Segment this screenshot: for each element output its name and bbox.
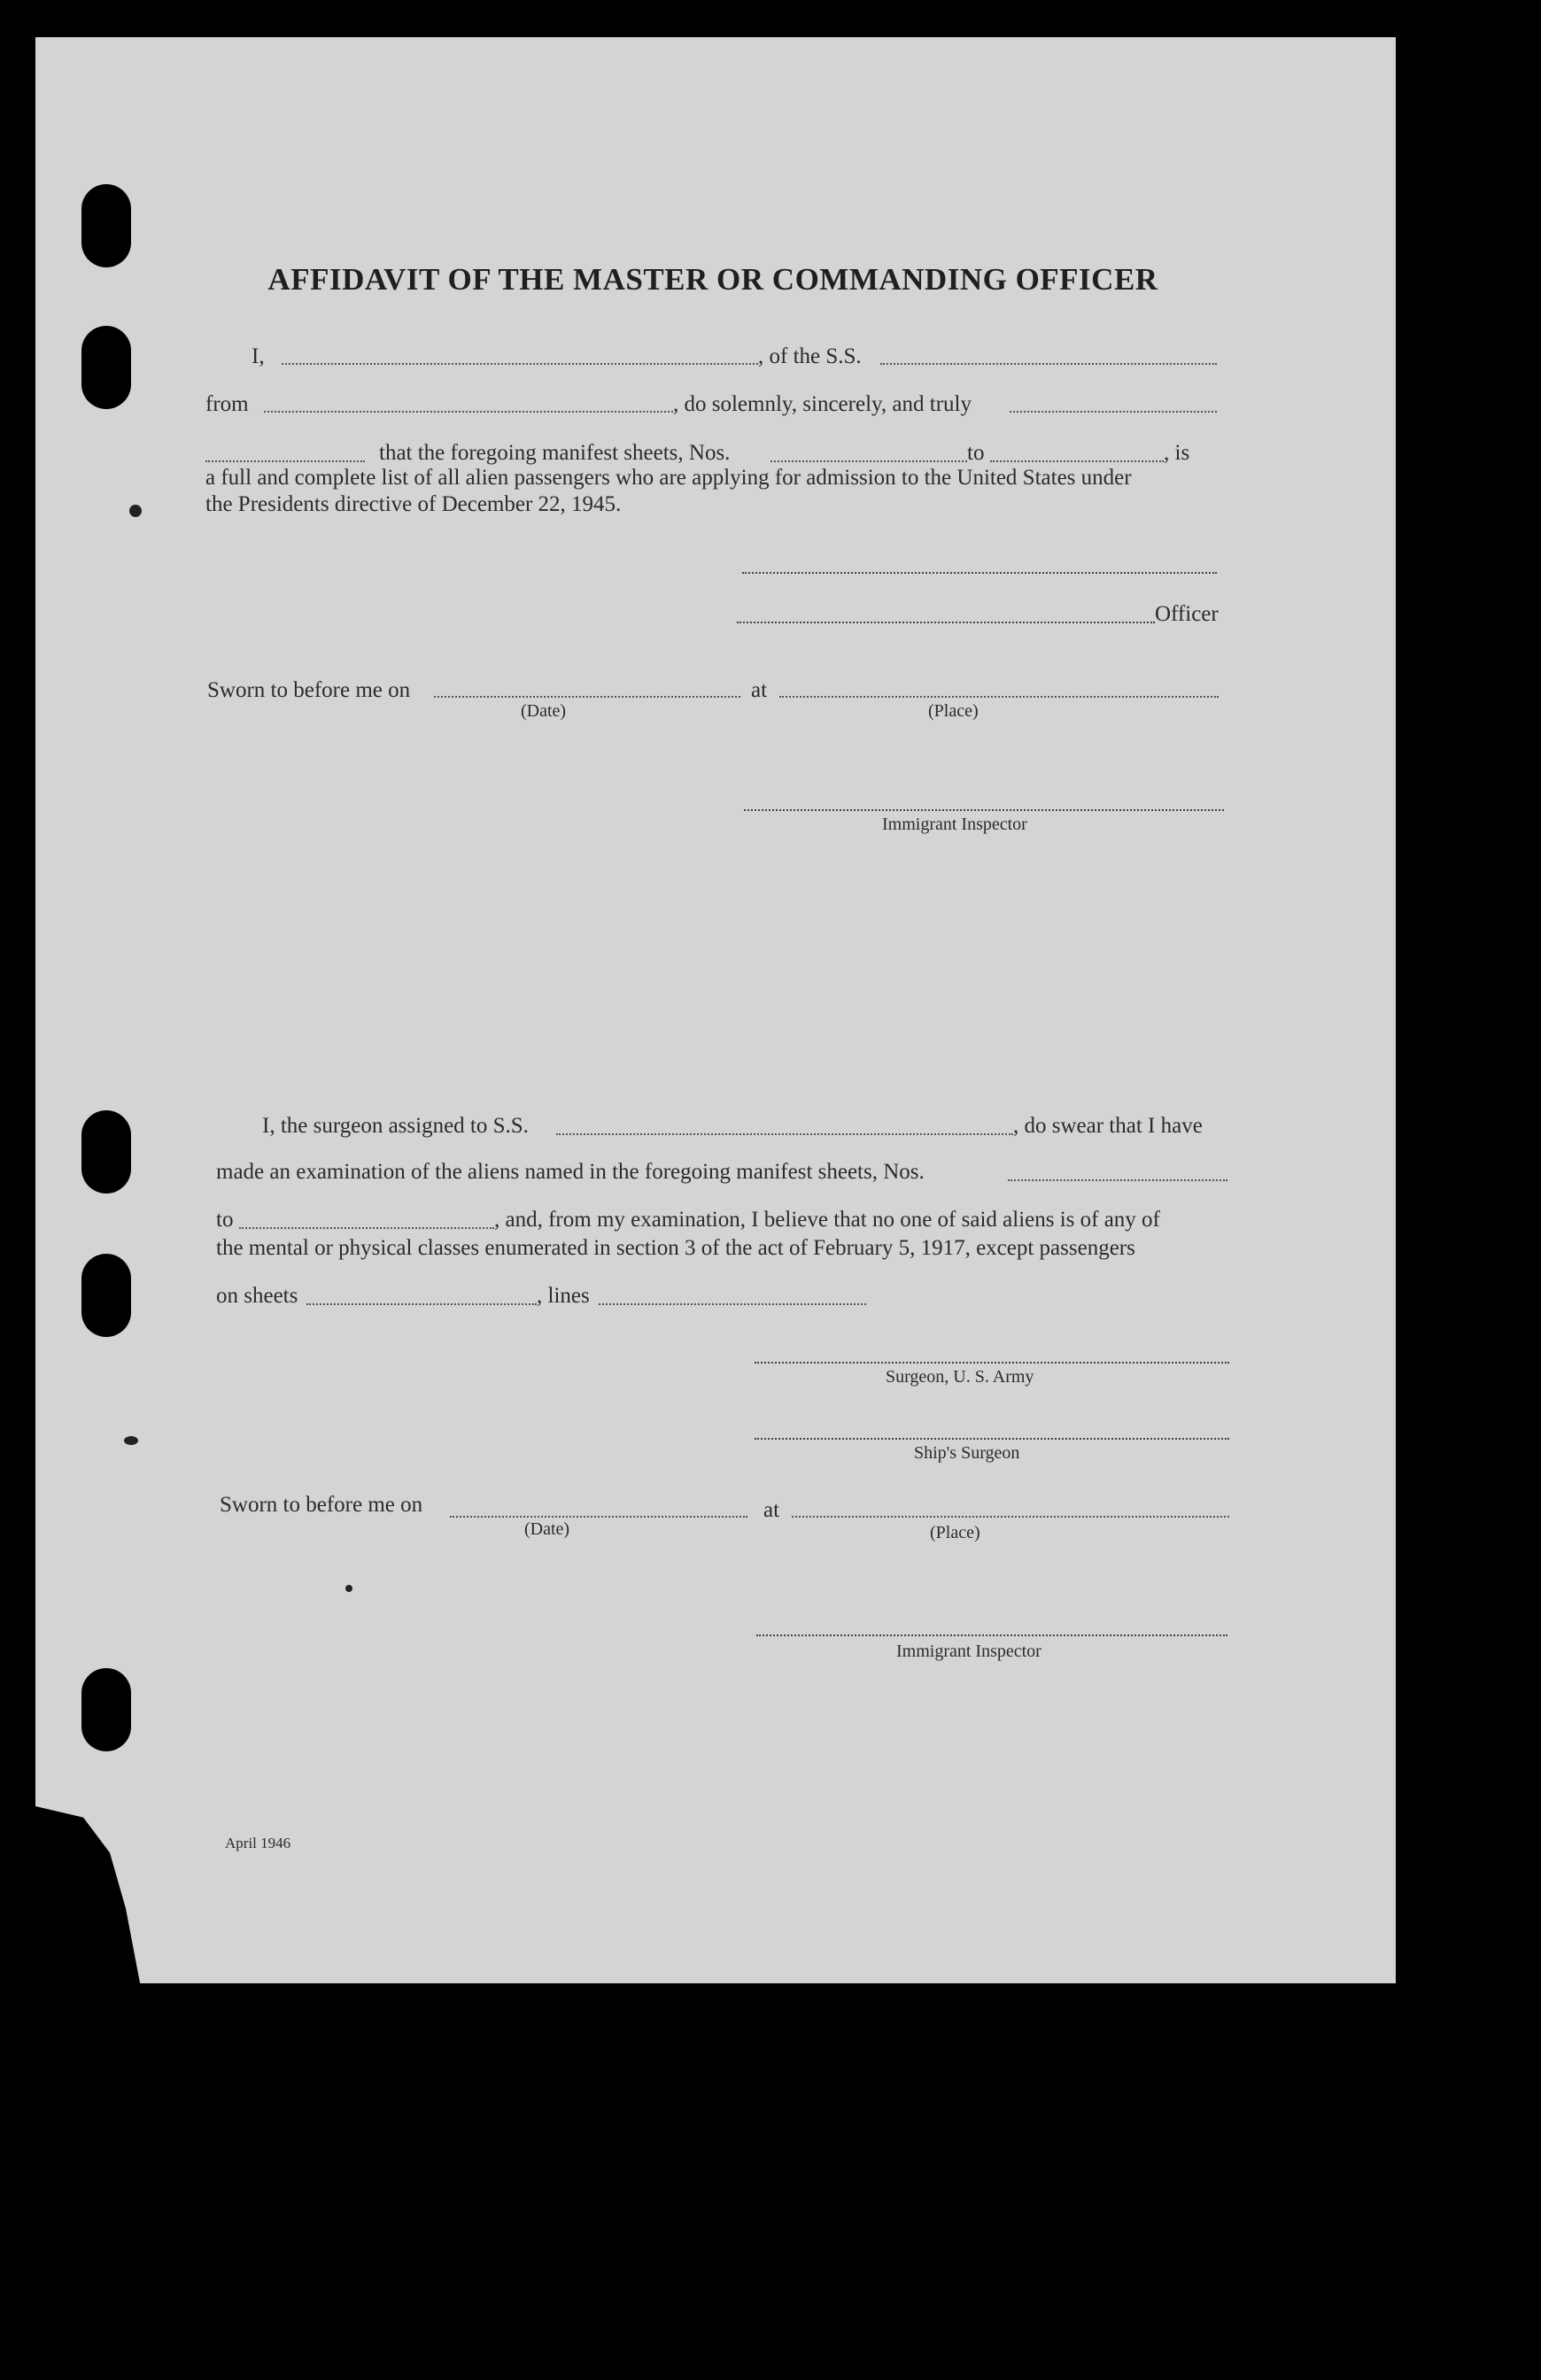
surgeon-date-caption: (Date) <box>524 1519 570 1539</box>
port-from-field[interactable] <box>264 411 673 413</box>
punch-hole <box>81 184 131 267</box>
manifest-to-field[interactable] <box>990 460 1164 462</box>
surgeon-line1-b: , do swear that I have <box>1013 1114 1203 1138</box>
master-line2-from: from <box>205 392 249 416</box>
form-page <box>35 37 1396 1983</box>
master-line1-ss: , of the S.S. <box>758 344 862 368</box>
ink-speck <box>345 1585 352 1592</box>
oath-continued-field[interactable] <box>205 460 365 462</box>
surgeon-sworn: Sworn to before me on <box>220 1493 423 1517</box>
footer-date: April 1946 <box>225 1835 291 1851</box>
ink-speck <box>129 505 142 517</box>
master-line3-is: , is <box>1164 441 1190 465</box>
surgeon-inspector-signature-line[interactable] <box>756 1634 1227 1636</box>
ship-surgeon-signature-line[interactable] <box>755 1438 1229 1440</box>
master-inspector-caption: Immigrant Inspector <box>882 815 1027 834</box>
surgeon-sworn-at: at <box>763 1498 780 1522</box>
master-place-caption: (Place) <box>928 701 979 721</box>
officer-label: Officer <box>1155 602 1219 626</box>
master-date-caption: (Date) <box>521 701 567 721</box>
surgeon-line4: the mental or physical classes enumerated in section 3 of the act of February 5, 1917, except passengers <box>216 1236 1135 1260</box>
surgeon-manifest-from-field[interactable] <box>1008 1179 1227 1181</box>
master-sworn-place-field[interactable] <box>779 696 1219 698</box>
officer-signature-line[interactable] <box>737 622 1155 623</box>
surgeon-line3-rest: , and, from my examination, I believe that no one of said aliens is of any of <box>494 1208 1160 1232</box>
master-line2-solemn: , do solemnly, sincerely, and truly <box>673 392 972 416</box>
master-sworn-date-field[interactable] <box>434 696 740 698</box>
surgeon-inspector-caption: Immigrant Inspector <box>896 1642 1042 1661</box>
master-name-field[interactable] <box>282 363 758 365</box>
punch-hole <box>81 1254 131 1337</box>
manifest-from-field[interactable] <box>770 460 967 462</box>
master-line5: the Presidents directive of December 22, 1945. <box>205 492 622 516</box>
master-line3-to: to <box>967 441 985 465</box>
punch-hole <box>81 1668 131 1751</box>
surgeon-line5-sheets: on sheets <box>216 1284 298 1308</box>
master-signature-line[interactable] <box>742 572 1217 574</box>
punch-hole <box>81 1110 131 1194</box>
army-surgeon-caption: Surgeon, U. S. Army <box>886 1367 1034 1387</box>
surgeon-line5-lines: , lines <box>537 1284 590 1308</box>
oath-field[interactable] <box>1010 411 1217 413</box>
surgeon-line2: made an examination of the aliens named in the foregoing manifest sheets, Nos. <box>216 1160 925 1184</box>
ship-surgeon-caption: Ship's Surgeon <box>914 1443 1020 1463</box>
surgeon-line1-a: I, the surgeon assigned to S.S. <box>262 1114 529 1138</box>
surgeon-ship-field[interactable] <box>556 1133 1013 1135</box>
master-line1-i: I, <box>252 344 265 368</box>
page-title: AFFIDAVIT OF THE MASTER OR COMMANDING OFFICER <box>267 262 1158 297</box>
ink-speck <box>124 1436 138 1445</box>
surgeon-sheets-field[interactable] <box>306 1303 537 1305</box>
surgeon-place-caption: (Place) <box>930 1523 980 1542</box>
master-line3-manifest: that the foregoing manifest sheets, Nos. <box>379 441 731 465</box>
surgeon-lines-field[interactable] <box>599 1303 866 1305</box>
master-inspector-signature-line[interactable] <box>744 809 1224 811</box>
surgeon-sworn-place-field[interactable] <box>792 1516 1229 1518</box>
surgeon-line3-to: to <box>216 1208 234 1232</box>
master-line4: a full and complete list of all alien passengers who are applying for admission to the United States under <box>205 466 1132 490</box>
surgeon-manifest-to-field[interactable] <box>239 1227 494 1229</box>
punch-hole <box>81 326 131 409</box>
ship-name-field[interactable] <box>880 363 1217 365</box>
master-sworn: Sworn to before me on <box>207 678 411 702</box>
surgeon-sworn-date-field[interactable] <box>450 1516 747 1518</box>
master-sworn-at: at <box>751 678 768 702</box>
army-surgeon-signature-line[interactable] <box>755 1362 1229 1364</box>
